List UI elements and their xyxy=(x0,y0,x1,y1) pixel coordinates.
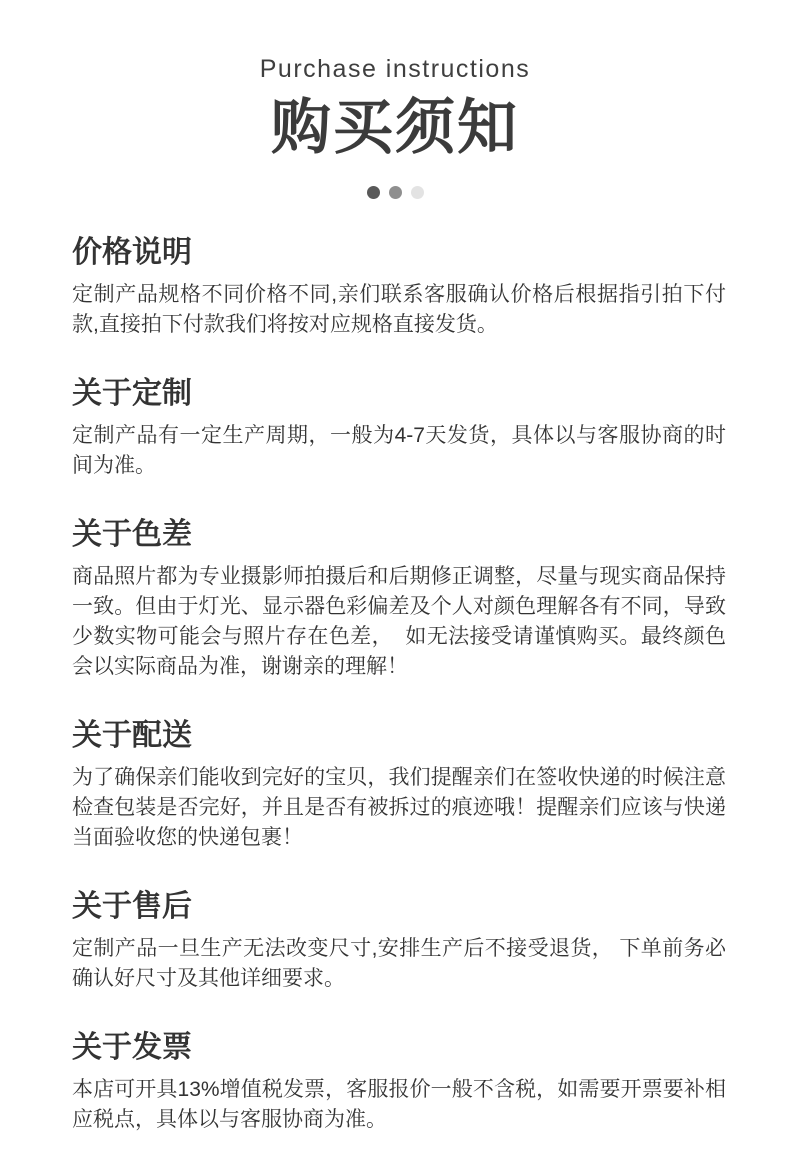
section-customization xyxy=(72,376,726,481)
section-body: 本店可开具13%增值税发票，客服报价一般不含税，如需要开票要补相应税点，具体以与客服协商为准。 xyxy=(72,1078,726,1131)
section-body: 定制产品规格不同价格不同,亲们联系客服确认价格后根据指引拍下付款,直接拍下付款我们将按对应规格直接发货。 xyxy=(72,283,726,336)
section-body: 为了确保亲们能收到完好的宝贝，我们提醒亲们在签收快递的时候注意检查包装是否完好，并且是否有被拆过的痕迹哦！提醒亲们应该与快递当面验收您的快递包裹！ xyxy=(72,766,726,849)
carousel-dot-2[interactable] xyxy=(389,186,402,199)
section-body: 定制产品一旦生产无法改变尺寸,安排生产后不接受退货， 下单前务必确认好尺寸及其他详细要求。 xyxy=(72,937,726,990)
section-body: 商品照片都为专业摄影师拍摄后和后期修正调整，尽量与现实商品保持一致。但由于灯光、显示器色彩偏差及个人对颜色理解各有不同，导致少数实物可能会与照片存在色差， 如无法接受请谨慎购买。最终颜色会以实际商品为准，谢谢亲的理解！ xyxy=(72,565,726,678)
section-delivery xyxy=(72,718,726,853)
section-heading: 价格说明 xyxy=(72,236,192,269)
sections-list xyxy=(0,235,790,1135)
section-color-difference xyxy=(72,517,726,682)
section-heading: 关于定制 xyxy=(72,377,192,410)
section-heading: 关于发票 xyxy=(72,1031,192,1064)
section-after-sales xyxy=(72,889,726,994)
section-heading: 关于配送 xyxy=(72,719,192,752)
section-heading: 关于售后 xyxy=(72,890,192,923)
carousel-dot-1-active[interactable] xyxy=(367,186,380,199)
section-price xyxy=(72,235,726,340)
carousel-dots xyxy=(0,186,790,199)
page-header xyxy=(0,0,790,199)
section-heading: 关于色差 xyxy=(72,518,192,551)
section-invoice xyxy=(72,1030,726,1135)
page-title: 购买须知 xyxy=(271,94,519,161)
subtitle-english: Purchase instructions xyxy=(259,55,531,83)
section-body: 定制产品有一定生产周期，一般为4-7天发货，具体以与客服协商的时间为准。 xyxy=(72,424,726,477)
carousel-dot-3[interactable] xyxy=(411,186,424,199)
